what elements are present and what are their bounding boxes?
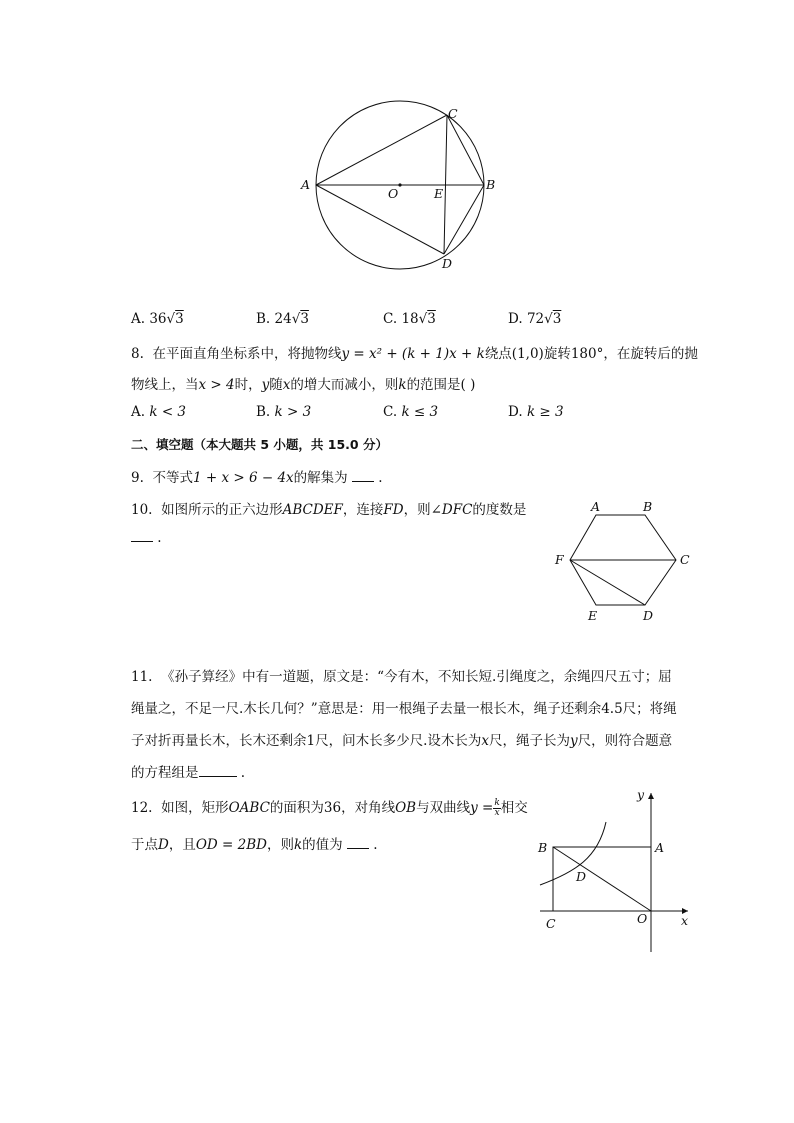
q8-option-c: C. k ≤ 3 (383, 404, 439, 420)
k-over-x-fraction: $\frac{k}{x}$ (494, 798, 500, 818)
q8-option-b: B. k > 3 (256, 404, 312, 420)
q12-line1: 12. 如图，矩形OABC的面积为36，对角线OB与双曲线y = $\frac{k}{x}$ 相交 (131, 798, 528, 818)
q7-label-c: C (448, 106, 458, 121)
q11-line3: 子对折再量长木，长木还剩余1尺，问木长多少尺.设木长为x尺，绳子长为y尺，则符合题意 (131, 733, 673, 749)
q8-option-d: D. k ≥ 3 (508, 404, 564, 420)
q7-option-b: B. 24√3 (256, 311, 309, 327)
q12-label-o: O (637, 911, 648, 926)
q12-label-x: x (681, 913, 689, 928)
q10-label-e: E (588, 608, 598, 623)
q10-label-f: F (555, 552, 564, 567)
q12-label-d: D (576, 869, 587, 884)
q7-label-o: O (388, 186, 399, 201)
q8-line1: 8. 在平面直角坐标系中，将抛物线y = x² + (k + 1)x + k绕点(1,0)旋转180°，在旋转后的抛 (131, 346, 698, 362)
q12-label-b: B (538, 840, 548, 855)
q11-line1: 11. 《孙子算经》中有一道题，原文是：“今有木，不知长短.引绳度之，余绳四尺五寸；屈 (131, 669, 672, 685)
q10-label-d: D (643, 608, 654, 623)
q7-option-c: C. 18√3 (383, 311, 436, 327)
section2-title: 二、填空题（本大题共 5 小题，共 15.0 分） (131, 437, 388, 452)
q12-label-c: C (546, 916, 556, 931)
q8-option-a: A. k < 3 (131, 404, 187, 420)
q10-line2: . (131, 529, 162, 546)
q12-line2: 于点D，且OD = 2BD，则k的值为 . (131, 837, 378, 853)
q7-label-e: E (434, 186, 444, 201)
diagonal-ob (553, 847, 651, 911)
q7-label-d: D (442, 256, 453, 271)
q11-line2: 绳量之，不足一尺.木长几何？”意思是：用一根绳子去量一根长木，绳子还剩余4.5尺；将绳 (131, 701, 677, 717)
q10-label-b: B (643, 499, 653, 514)
q12-label-a: A (655, 840, 665, 855)
q7-label-a: A (301, 177, 311, 192)
q8-line2: 物线上，当x > 4时，y随x的增大而减小，则k的范围是( ) (131, 377, 476, 393)
q9-line: 9. 不等式1 + x > 6 − 4x的解集为 . (131, 470, 383, 486)
q11-line4: 的方程组是 . (131, 765, 246, 781)
q7-option-a: A. 36√3 (131, 311, 184, 327)
q10-label-a: A (591, 499, 601, 514)
q7-option-d: D. 72√3 (508, 311, 562, 327)
q12-label-y: y (637, 787, 645, 802)
q10-label-c: C (680, 552, 690, 567)
q10-line1: 10. 如图所示的正六边形ABCDEF，连接FD，则∠DFC的度数是 (131, 502, 527, 518)
q7-label-b: B (486, 177, 496, 192)
